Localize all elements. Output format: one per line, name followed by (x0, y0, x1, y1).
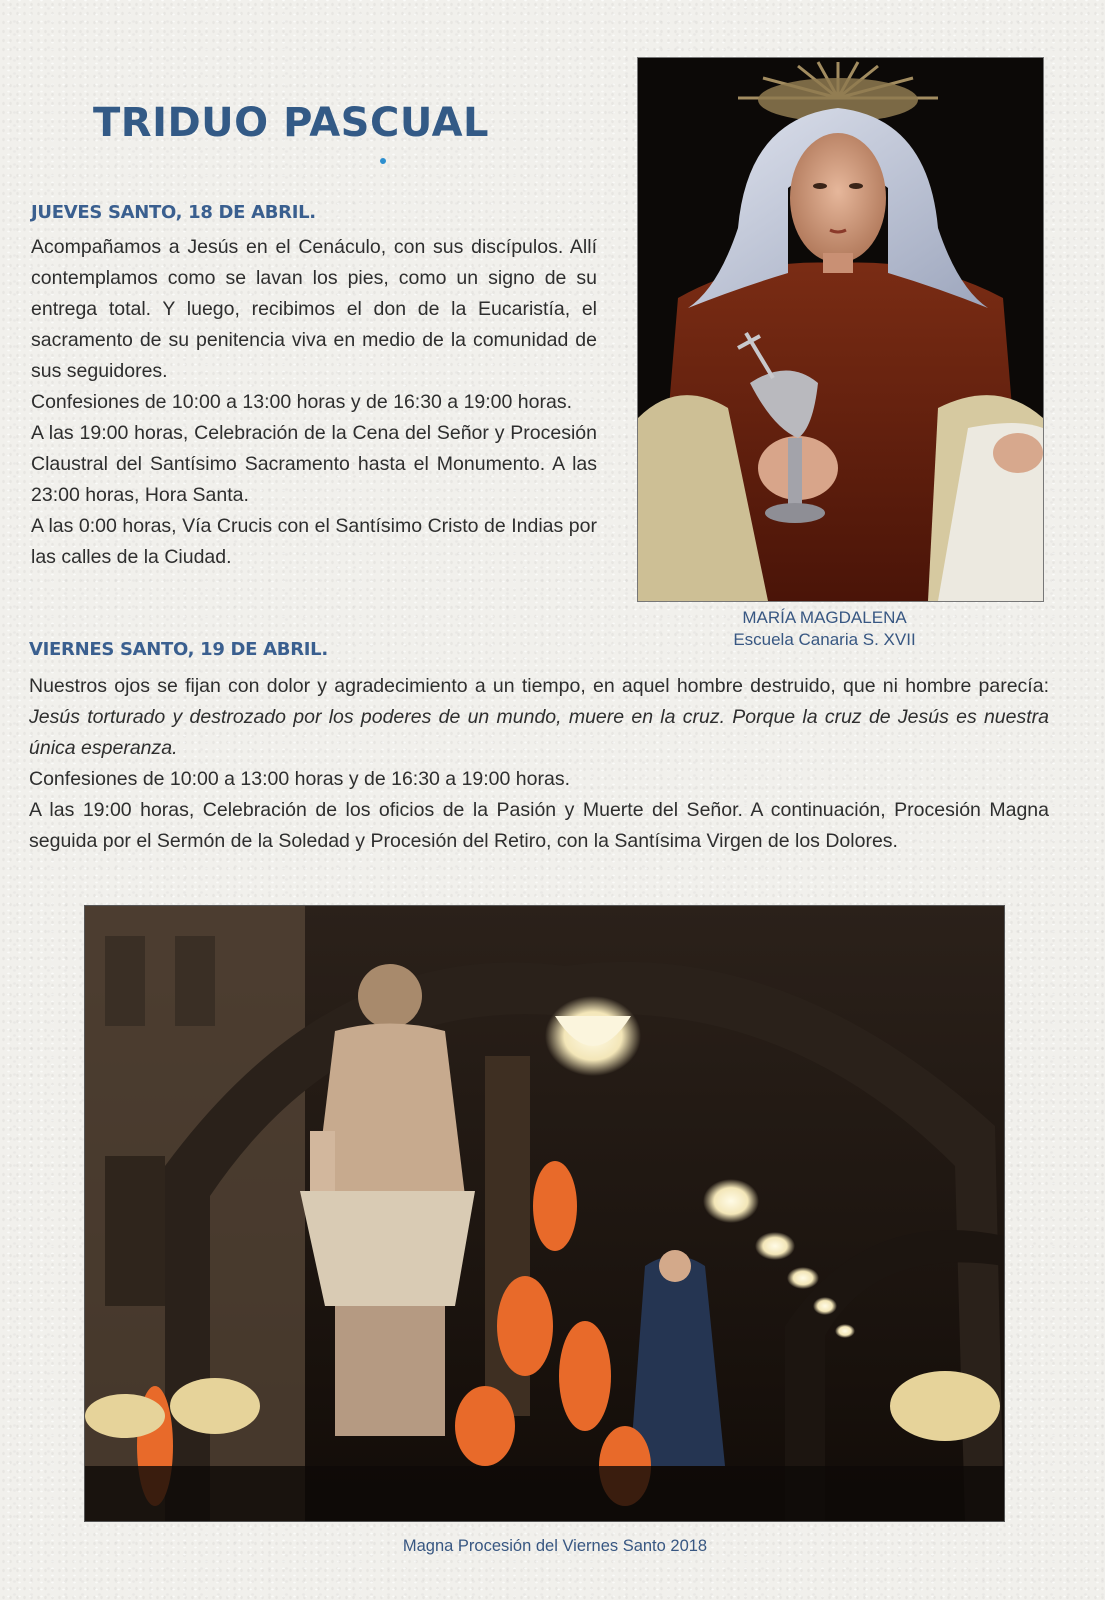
jueves-paragraph: A las 19:00 horas, Celebración de la Cena del Señor y Procesión Claustral del Santísimo Sacramento hasta el Monumento. A las 23:00 horas, Hora Santa. (31, 422, 597, 506)
title-dot (380, 158, 386, 164)
procession-photo (84, 905, 1005, 1522)
viernes-paragraph-plain: Nuestros ojos se fijan con dolor y agradecimiento a un tiempo, en aquel hombre destruido, que ni hombre parecía: (29, 675, 1049, 697)
procession-caption: Magna Procesión del Viernes Santo 2018 (402, 1537, 708, 1555)
jueves-paragraph: Acompañamos a Jesús en el Cenáculo, con sus discípulos. Allí contemplamos como se lavan los pies, como un signo de su entrega total. Y luego, recibimos el don de la Eucaristía, el sacramento de su penitencia viva en medio de la comunidad de sus seguidores. (31, 236, 597, 382)
viernes-paragraph: Confesiones de 10:00 a 13:00 horas y de 16:30 a 19:00 horas. (29, 768, 570, 790)
jueves-paragraph: Confesiones de 10:00 a 13:00 horas y de 16:30 a 19:00 horas. (31, 391, 572, 413)
maria-magdalena-image (638, 58, 1043, 601)
viernes-heading: VIERNES SANTO, 19 DE ABRIL. (29, 639, 328, 660)
jueves-heading: JUEVES SANTO, 18 DE ABRIL. (31, 202, 316, 223)
magdalena-caption-subtitle: Escuela Canaria S. XVII (733, 630, 916, 649)
page-title: TRIDUO PASCUAL (93, 100, 490, 146)
jueves-paragraph: A las 0:00 horas, Vía Crucis con el Santísimo Cristo de Indias por las calles de la Ciudad. (31, 515, 597, 568)
procession-image (85, 906, 1004, 1521)
viernes-paragraph (29, 671, 1049, 764)
viernes-body (29, 671, 1049, 857)
jueves-body (31, 232, 597, 573)
magdalena-caption-title: MARÍA MAGDALENA (742, 608, 907, 627)
viernes-paragraph: A las 19:00 horas, Celebración de los oficios de la Pasión y Muerte del Señor. A continuación, Procesión Magna seguida por el Sermón de la Soledad y Procesión del Retiro, con la Santísima Virgen de los Dolores. (29, 799, 1049, 852)
maria-magdalena-photo (637, 57, 1044, 602)
viernes-paragraph-italic: Jesús torturado y destrozado por los poderes de un mundo, muere en la cruz. Porque la cruz de Jesús es nuestra única esperanza. (29, 706, 1049, 759)
